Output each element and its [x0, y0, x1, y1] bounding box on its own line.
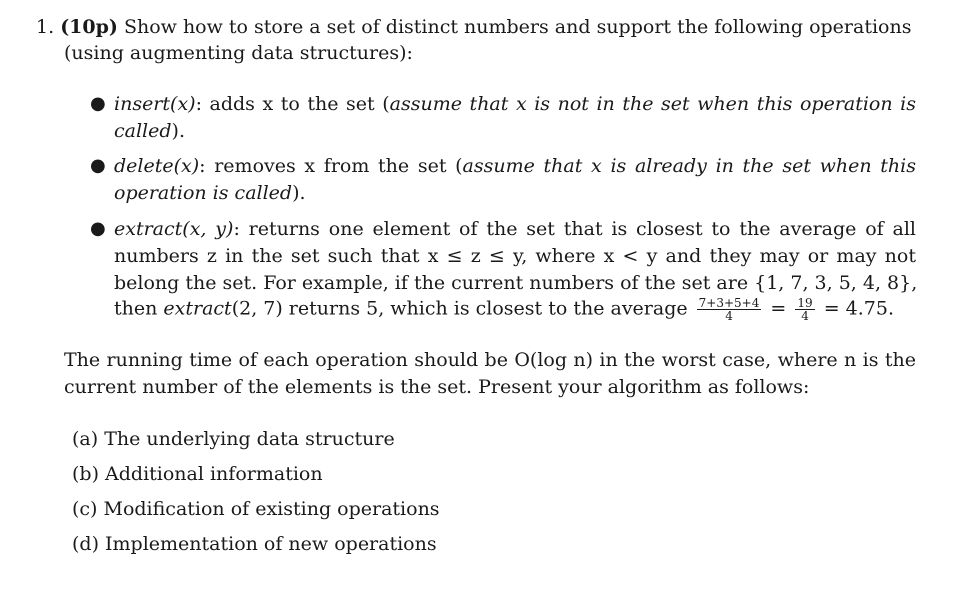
- part-b: (b) Additional information: [72, 463, 323, 485]
- insert-note-cont: called: [114, 120, 172, 142]
- running-time-line2: current number of the elements is the set. Present your algorithm as follows:: [64, 376, 810, 398]
- insert-close: ).: [171, 120, 185, 142]
- extract-line4: [114, 297, 894, 322]
- part-d: (d) Implementation of new operations: [72, 533, 437, 555]
- fraction-denominator: 4: [801, 309, 809, 323]
- sum-fraction: [795, 297, 814, 322]
- extract-line3: belong the set. For example, if the current numbers of the set are {1, 7, 3, 5, 4, 8},: [114, 272, 918, 294]
- running-time-line1: The running time of each operation should be O(log n) in the worst case, where n is the: [64, 349, 916, 371]
- equals-sign: =: [770, 297, 787, 320]
- extract-op-name: extract(x, y): [114, 218, 234, 240]
- delete-desc: : removes x from the set (: [199, 155, 463, 177]
- delete-line1: [114, 155, 916, 177]
- fraction-numerator: 19: [797, 296, 813, 310]
- question-intro-line2: (using augmenting data structures):: [64, 42, 413, 64]
- part-c: (c) Modification of existing operations: [72, 498, 440, 520]
- question-intro-line1: Show how to store a set of distinct numbers and support the following operations: [123, 16, 912, 38]
- delete-note: assume that x is already in the set when this: [462, 155, 916, 177]
- example-mid: (2, 7) returns 5, which is closest to the average: [231, 297, 688, 320]
- insert-desc: : adds x to the set (: [195, 93, 390, 115]
- example-pre: then: [114, 297, 164, 320]
- bullet-icon: ●: [90, 93, 106, 114]
- extract-line2: numbers z in the set such that x ≤ z ≤ y, where x < y and they may or may not: [114, 245, 916, 267]
- question-points: (10p): [60, 16, 118, 38]
- bullet-icon: ●: [90, 218, 106, 239]
- question-number: [36, 16, 911, 38]
- delete-op-name: delete(x): [114, 155, 200, 177]
- insert-line2: [114, 120, 185, 142]
- fraction-denominator: 4: [725, 309, 733, 323]
- example-result: = 4.75.: [823, 297, 895, 320]
- average-fraction: [697, 297, 762, 322]
- insert-line1: [114, 93, 916, 115]
- example-op: extract: [163, 297, 232, 320]
- part-a: (a) The underlying data structure: [72, 428, 395, 450]
- extract-line1: [114, 218, 916, 240]
- question-number-label: 1.: [36, 16, 55, 38]
- delete-line2: [114, 182, 306, 204]
- delete-close: ).: [292, 182, 306, 204]
- insert-op-name: insert(x): [114, 93, 196, 115]
- extract-desc: : returns one element of the set that is closest to the average of all: [233, 218, 917, 240]
- delete-note-cont: operation is called: [114, 182, 293, 204]
- insert-note: assume that x is not in the set when this operation is: [389, 93, 916, 115]
- bullet-icon: ●: [90, 155, 106, 176]
- fraction-numerator: 7+3+5+4: [698, 296, 760, 310]
